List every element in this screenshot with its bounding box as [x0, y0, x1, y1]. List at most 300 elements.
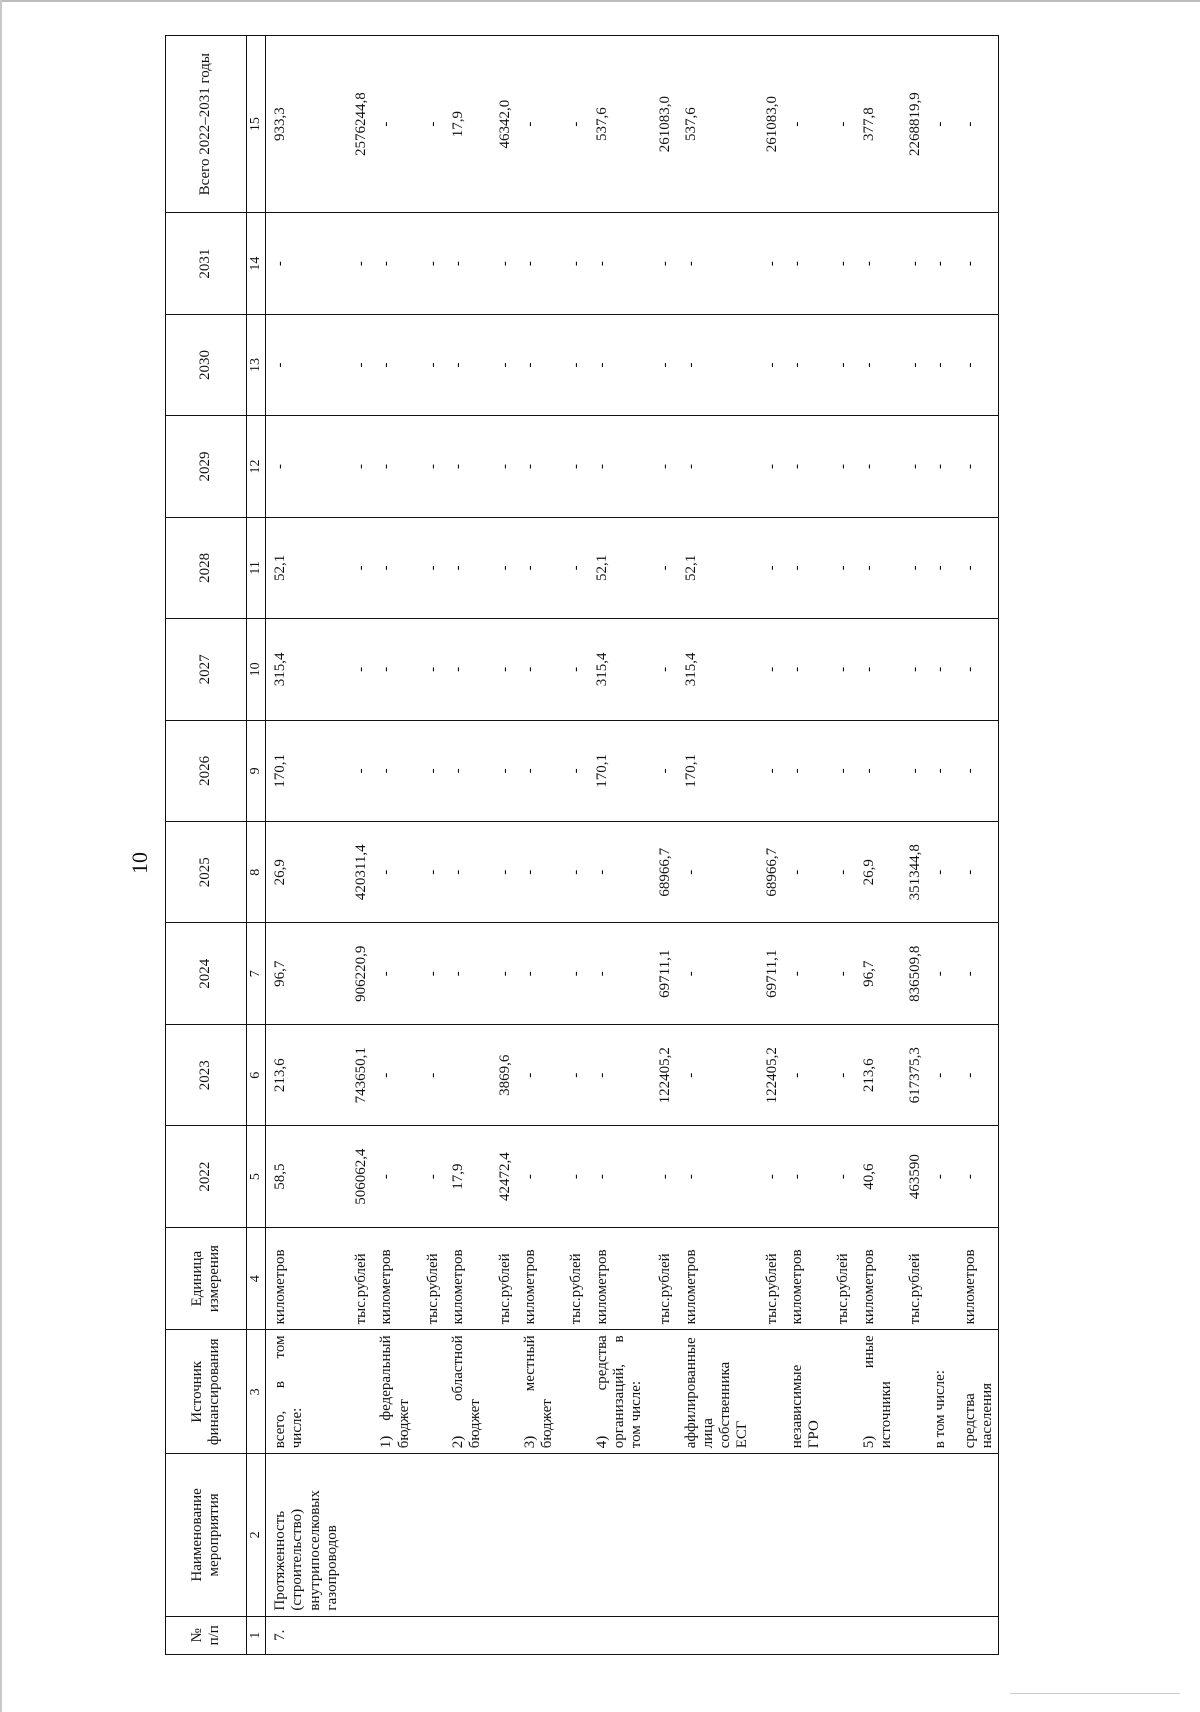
- measure-name-cell: [372, 1454, 415, 1616]
- value-cell: -: [952, 619, 999, 720]
- value-cell: -: [558, 416, 587, 517]
- value-cell: -: [926, 1024, 951, 1125]
- value-cell: -: [444, 213, 487, 314]
- table-row: [754, 36, 783, 1655]
- value-cell: -: [343, 314, 372, 415]
- item-number-cell: [952, 1616, 999, 1654]
- value-cell: -: [558, 822, 587, 923]
- funding-source-cell: [558, 1330, 587, 1454]
- value-cell: -: [825, 822, 854, 923]
- table-row: [487, 36, 516, 1655]
- value-cell: -: [372, 416, 415, 517]
- value-cell: -: [444, 822, 487, 923]
- value-cell: 40,6: [855, 1126, 898, 1227]
- unit-cell: километров: [372, 1227, 415, 1330]
- value-cell: 170,1: [588, 720, 648, 821]
- table-row: [647, 36, 676, 1655]
- value-cell: -: [415, 822, 444, 923]
- value-cell: -: [783, 36, 826, 213]
- unit-cell: километров: [783, 1227, 826, 1330]
- column-header: Наименование мероприятия: [166, 1454, 247, 1616]
- value-cell: 315,4: [677, 619, 754, 720]
- value-cell: -: [516, 416, 559, 517]
- value-cell: 17,9: [444, 36, 487, 213]
- table-row: [558, 36, 587, 1655]
- value-cell: -: [926, 213, 951, 314]
- column-header: 2025: [166, 822, 247, 923]
- funding-source-cell: всего, в том числе:: [266, 1330, 344, 1454]
- value-cell: -: [926, 720, 951, 821]
- table-row: [825, 36, 854, 1655]
- value-cell: -: [516, 822, 559, 923]
- column-number: 9: [247, 720, 266, 821]
- value-cell: -: [825, 619, 854, 720]
- value-cell: -: [588, 923, 648, 1024]
- value-cell: -: [926, 314, 951, 415]
- value-cell: -: [783, 517, 826, 618]
- value-cell: -: [372, 1024, 415, 1125]
- measure-name-cell: [677, 1454, 754, 1616]
- value-cell: -: [952, 822, 999, 923]
- value-cell: -: [783, 923, 826, 1024]
- measure-name-cell: [558, 1454, 587, 1616]
- column-header: 2023: [166, 1024, 247, 1125]
- value-cell: -: [783, 213, 826, 314]
- value-cell: -: [558, 619, 587, 720]
- table-row: [372, 36, 415, 1655]
- value-cell: -: [926, 36, 951, 213]
- value-cell: 3869,6: [487, 1024, 516, 1125]
- value-cell: -: [647, 517, 676, 618]
- value-cell: -: [754, 213, 783, 314]
- value-cell: 58,5: [266, 1126, 344, 1227]
- value-cell: -: [677, 416, 754, 517]
- value-cell: 17,9: [444, 1126, 487, 1227]
- measure-name-cell: [825, 1454, 854, 1616]
- unit-cell: километров: [952, 1227, 999, 1330]
- value-cell: 52,1: [677, 517, 754, 618]
- value-cell: 315,4: [266, 619, 344, 720]
- value-cell: -: [516, 619, 559, 720]
- value-cell: -: [266, 314, 344, 415]
- value-cell: -: [926, 1126, 951, 1227]
- value-cell: -: [487, 416, 516, 517]
- value-cell: [444, 1024, 487, 1125]
- column-number: 12: [247, 416, 266, 517]
- column-header: № п/п: [166, 1616, 247, 1654]
- funding-source-cell: независимые ГРО: [783, 1330, 826, 1454]
- funding-source-cell: [897, 1330, 926, 1454]
- funding-source-cell: [754, 1330, 783, 1454]
- value-cell: 537,6: [588, 36, 648, 213]
- unit-cell: километров: [266, 1227, 344, 1330]
- value-cell: 315,4: [588, 619, 648, 720]
- unit-cell: тыс.рублей: [487, 1227, 516, 1330]
- value-cell: -: [855, 416, 898, 517]
- item-number-cell: [588, 1616, 648, 1654]
- funding-source-cell: [647, 1330, 676, 1454]
- page-number: 10: [127, 852, 152, 874]
- funding-source-cell: средства населения: [952, 1330, 999, 1454]
- value-cell: -: [647, 416, 676, 517]
- value-cell: 906220,9: [343, 923, 372, 1024]
- value-cell: -: [855, 314, 898, 415]
- scan-edge-left: [0, 0, 2, 1712]
- value-cell: 261083,0: [754, 36, 783, 213]
- column-number-row: [247, 36, 266, 1655]
- value-cell: 96,7: [855, 923, 898, 1024]
- funding-source-cell: [343, 1330, 372, 1454]
- measure-name-cell: Протяженность (строительство) внутрипоселковых газопроводов: [266, 1454, 344, 1616]
- value-cell: -: [926, 923, 951, 1024]
- measure-name-cell: [444, 1454, 487, 1616]
- value-cell: 2576244,8: [343, 36, 372, 213]
- value-cell: -: [754, 619, 783, 720]
- column-number: 14: [247, 213, 266, 314]
- scan-edge-bottom-right: [1010, 1693, 1180, 1694]
- table-row: [677, 36, 754, 1655]
- column-number: 6: [247, 1024, 266, 1125]
- value-cell: -: [647, 1126, 676, 1227]
- value-cell: 52,1: [266, 517, 344, 618]
- unit-cell: тыс.рублей: [647, 1227, 676, 1330]
- unit-cell: километров: [444, 1227, 487, 1330]
- item-number-cell: [558, 1616, 587, 1654]
- measure-name-cell: [647, 1454, 676, 1616]
- value-cell: -: [825, 1024, 854, 1125]
- value-cell: -: [783, 1024, 826, 1125]
- value-cell: -: [558, 923, 587, 1024]
- value-cell: -: [825, 416, 854, 517]
- value-cell: -: [647, 314, 676, 415]
- value-cell: -: [897, 213, 926, 314]
- value-cell: -: [487, 619, 516, 720]
- funding-source-cell: 2) областной бюджет: [444, 1330, 487, 1454]
- funding-source-cell: [825, 1330, 854, 1454]
- value-cell: -: [516, 923, 559, 1024]
- value-cell: -: [487, 822, 516, 923]
- value-cell: 69711,1: [754, 923, 783, 1024]
- financing-table: [165, 35, 999, 1655]
- value-cell: 213,6: [266, 1024, 344, 1125]
- column-number: 8: [247, 822, 266, 923]
- value-cell: -: [754, 416, 783, 517]
- item-number-cell: [343, 1616, 372, 1654]
- unit-cell: километров: [588, 1227, 648, 1330]
- value-cell: -: [783, 314, 826, 415]
- item-number-cell: [897, 1616, 926, 1654]
- value-cell: -: [783, 619, 826, 720]
- measure-name-cell: [415, 1454, 444, 1616]
- value-cell: -: [558, 213, 587, 314]
- value-cell: -: [754, 314, 783, 415]
- value-cell: -: [825, 213, 854, 314]
- value-cell: -: [897, 720, 926, 821]
- item-number-cell: [783, 1616, 826, 1654]
- value-cell: -: [516, 517, 559, 618]
- column-header: 2027: [166, 619, 247, 720]
- value-cell: 170,1: [266, 720, 344, 821]
- item-number-cell: [855, 1616, 898, 1654]
- value-cell: -: [372, 822, 415, 923]
- value-cell: -: [952, 517, 999, 618]
- column-number: 4: [247, 1227, 266, 1330]
- table-row: [855, 36, 898, 1655]
- item-number-cell: [415, 1616, 444, 1654]
- table-row: [952, 36, 999, 1655]
- value-cell: -: [516, 720, 559, 821]
- unit-cell: тыс.рублей: [897, 1227, 926, 1330]
- column-number: 2: [247, 1454, 266, 1616]
- value-cell: -: [825, 517, 854, 618]
- column-number: 1: [247, 1616, 266, 1654]
- value-cell: -: [754, 1126, 783, 1227]
- value-cell: -: [372, 1126, 415, 1227]
- unit-cell: тыс.рублей: [343, 1227, 372, 1330]
- table-row: [415, 36, 444, 1655]
- column-number: 3: [247, 1330, 266, 1454]
- value-cell: -: [415, 416, 444, 517]
- value-cell: -: [926, 416, 951, 517]
- value-cell: 170,1: [677, 720, 754, 821]
- value-cell: -: [897, 416, 926, 517]
- value-cell: -: [372, 314, 415, 415]
- value-cell: 743650,1: [343, 1024, 372, 1125]
- unit-cell: километров: [855, 1227, 898, 1330]
- measure-name-cell: [952, 1454, 999, 1616]
- value-cell: 26,9: [855, 822, 898, 923]
- value-cell: 420311,4: [343, 822, 372, 923]
- column-number: 11: [247, 517, 266, 618]
- table-row: [783, 36, 826, 1655]
- value-cell: -: [677, 923, 754, 1024]
- value-cell: -: [926, 517, 951, 618]
- value-cell: 537,6: [677, 36, 754, 213]
- item-number-cell: [516, 1616, 559, 1654]
- value-cell: -: [897, 517, 926, 618]
- value-cell: -: [415, 517, 444, 618]
- table-row: [444, 36, 487, 1655]
- table-row: [926, 36, 951, 1655]
- value-cell: 213,6: [855, 1024, 898, 1125]
- value-cell: -: [266, 213, 344, 314]
- value-cell: 68966,7: [754, 822, 783, 923]
- value-cell: 52,1: [588, 517, 648, 618]
- item-number-cell: [444, 1616, 487, 1654]
- value-cell: -: [516, 36, 559, 213]
- value-cell: -: [558, 720, 587, 821]
- table-row: [266, 36, 344, 1655]
- value-cell: 122405,2: [647, 1024, 676, 1125]
- value-cell: -: [825, 720, 854, 821]
- value-cell: -: [647, 213, 676, 314]
- header-row: [166, 36, 247, 1655]
- value-cell: -: [825, 36, 854, 213]
- funding-source-cell: 1) федеральный бюджет: [372, 1330, 415, 1454]
- column-number: 7: [247, 923, 266, 1024]
- measure-name-cell: [516, 1454, 559, 1616]
- value-cell: -: [588, 213, 648, 314]
- column-header: Источник финансирования: [166, 1330, 247, 1454]
- value-cell: -: [754, 517, 783, 618]
- value-cell: -: [444, 923, 487, 1024]
- value-cell: -: [444, 416, 487, 517]
- scan-edge-top: [0, 0, 1200, 2]
- value-cell: 351344,8: [897, 822, 926, 923]
- value-cell: -: [677, 213, 754, 314]
- value-cell: -: [677, 822, 754, 923]
- funding-source-cell: аффилированные лица собственника ЕСГ: [677, 1330, 754, 1454]
- value-cell: 69711,1: [647, 923, 676, 1024]
- value-cell: 42472,4: [487, 1126, 516, 1227]
- funding-source-cell: 4) средства организаций, в том числе:: [588, 1330, 648, 1454]
- column-header: Единица измерения: [166, 1227, 247, 1330]
- value-cell: -: [897, 314, 926, 415]
- unit-cell: тыс.рублей: [754, 1227, 783, 1330]
- value-cell: -: [825, 314, 854, 415]
- measure-name-cell: [343, 1454, 372, 1616]
- value-cell: 261083,0: [647, 36, 676, 213]
- item-number-cell: [754, 1616, 783, 1654]
- value-cell: -: [647, 619, 676, 720]
- table-row: [516, 36, 559, 1655]
- unit-cell: тыс.рублей: [558, 1227, 587, 1330]
- measure-name-cell: [897, 1454, 926, 1616]
- value-cell: -: [487, 720, 516, 821]
- column-header: 2026: [166, 720, 247, 821]
- value-cell: -: [952, 314, 999, 415]
- value-cell: -: [588, 1024, 648, 1125]
- value-cell: -: [415, 619, 444, 720]
- column-header: 2029: [166, 416, 247, 517]
- value-cell: -: [516, 314, 559, 415]
- value-cell: -: [952, 416, 999, 517]
- value-cell: -: [647, 720, 676, 821]
- value-cell: -: [415, 923, 444, 1024]
- value-cell: -: [855, 517, 898, 618]
- value-cell: -: [444, 720, 487, 821]
- column-number: 15: [247, 36, 266, 213]
- value-cell: -: [952, 720, 999, 821]
- item-number-cell: [926, 1616, 951, 1654]
- value-cell: -: [952, 36, 999, 213]
- value-cell: -: [677, 1024, 754, 1125]
- measure-name-cell: [588, 1454, 648, 1616]
- value-cell: -: [444, 314, 487, 415]
- value-cell: -: [372, 720, 415, 821]
- value-cell: -: [372, 213, 415, 314]
- funding-source-cell: [487, 1330, 516, 1454]
- value-cell: -: [516, 213, 559, 314]
- value-cell: 122405,2: [754, 1024, 783, 1125]
- value-cell: -: [952, 213, 999, 314]
- measure-name-cell: [754, 1454, 783, 1616]
- column-header: 2031: [166, 213, 247, 314]
- value-cell: -: [415, 213, 444, 314]
- unit-cell: [926, 1227, 951, 1330]
- column-header: 2030: [166, 314, 247, 415]
- value-cell: -: [558, 314, 587, 415]
- value-cell: -: [372, 923, 415, 1024]
- column-header: 2028: [166, 517, 247, 618]
- item-number-cell: 7.: [266, 1616, 344, 1654]
- value-cell: -: [754, 720, 783, 821]
- table-row: [343, 36, 372, 1655]
- value-cell: -: [825, 1126, 854, 1227]
- measure-name-cell: [783, 1454, 826, 1616]
- column-number: 13: [247, 314, 266, 415]
- value-cell: -: [343, 213, 372, 314]
- value-cell: 26,9: [266, 822, 344, 923]
- value-cell: -: [952, 923, 999, 1024]
- table-row: [897, 36, 926, 1655]
- value-cell: 933,3: [266, 36, 344, 213]
- value-cell: -: [487, 923, 516, 1024]
- value-cell: -: [415, 1126, 444, 1227]
- value-cell: -: [516, 1126, 559, 1227]
- value-cell: -: [588, 416, 648, 517]
- value-cell: 617375,3: [897, 1024, 926, 1125]
- item-number-cell: [647, 1616, 676, 1654]
- value-cell: 377,8: [855, 36, 898, 213]
- value-cell: 506062,4: [343, 1126, 372, 1227]
- value-cell: -: [266, 416, 344, 517]
- value-cell: -: [487, 517, 516, 618]
- value-cell: -: [825, 923, 854, 1024]
- column-header: 2022: [166, 1126, 247, 1227]
- unit-cell: километров: [516, 1227, 559, 1330]
- value-cell: -: [926, 619, 951, 720]
- item-number-cell: [677, 1616, 754, 1654]
- value-cell: -: [783, 720, 826, 821]
- value-cell: -: [783, 416, 826, 517]
- value-cell: -: [558, 1024, 587, 1125]
- value-cell: -: [952, 1126, 999, 1227]
- value-cell: -: [855, 619, 898, 720]
- value-cell: 96,7: [266, 923, 344, 1024]
- value-cell: 68966,7: [647, 822, 676, 923]
- value-cell: 836509,8: [897, 923, 926, 1024]
- value-cell: -: [855, 213, 898, 314]
- value-cell: -: [677, 1126, 754, 1227]
- item-number-cell: [825, 1616, 854, 1654]
- value-cell: -: [372, 517, 415, 618]
- value-cell: -: [897, 619, 926, 720]
- value-cell: -: [588, 1126, 648, 1227]
- funding-source-cell: 5) иные источники: [855, 1330, 898, 1454]
- value-cell: -: [487, 213, 516, 314]
- value-cell: -: [783, 1126, 826, 1227]
- value-cell: -: [855, 720, 898, 821]
- table-body: [266, 36, 999, 1655]
- column-number: 5: [247, 1126, 266, 1227]
- value-cell: -: [444, 619, 487, 720]
- value-cell: -: [415, 36, 444, 213]
- value-cell: -: [343, 416, 372, 517]
- value-cell: -: [558, 1126, 587, 1227]
- funding-source-cell: в том числе:: [926, 1330, 951, 1454]
- measure-name-cell: [487, 1454, 516, 1616]
- value-cell: -: [372, 36, 415, 213]
- value-cell: -: [783, 822, 826, 923]
- measure-name-cell: [855, 1454, 898, 1616]
- unit-cell: тыс.рублей: [825, 1227, 854, 1330]
- value-cell: -: [415, 1024, 444, 1125]
- value-cell: -: [558, 517, 587, 618]
- item-number-cell: [372, 1616, 415, 1654]
- column-header: 2024: [166, 923, 247, 1024]
- column-number: 10: [247, 619, 266, 720]
